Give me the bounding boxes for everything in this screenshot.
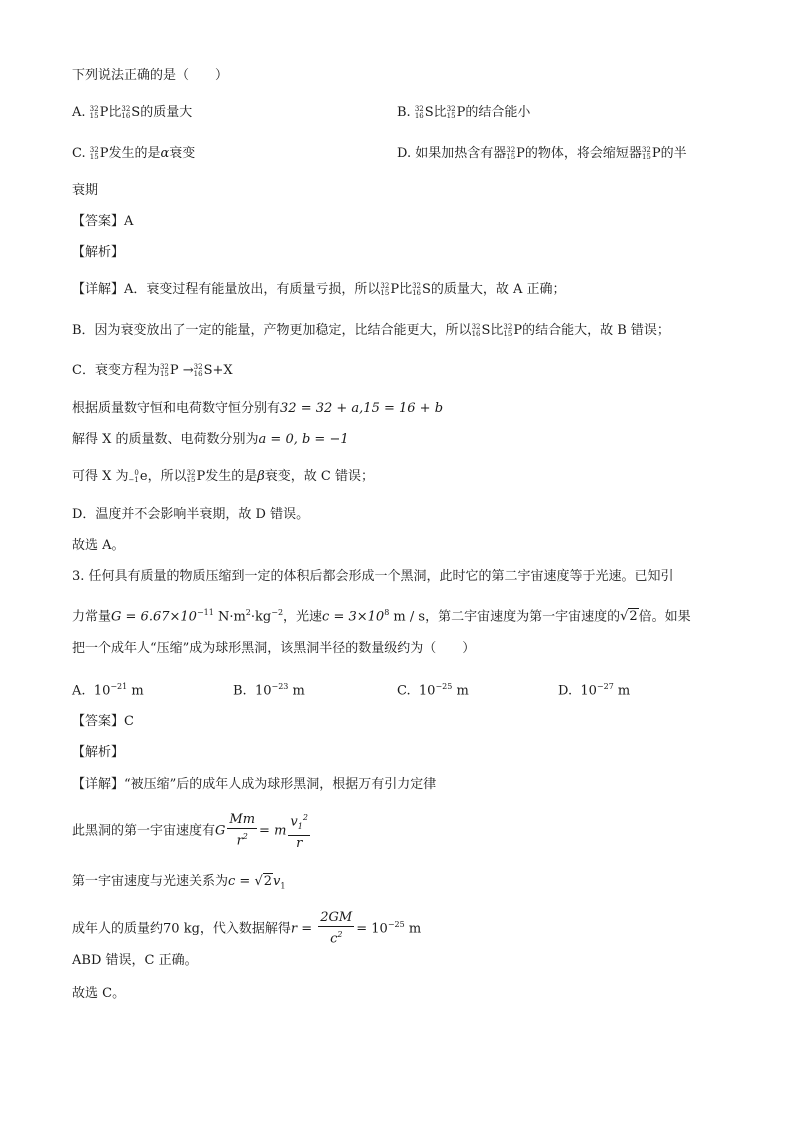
q3-first-velocity: 此黑洞的第一宇宙速度有G $\frac{Mm}{r^2}$ = m $\frac{v_1^2}{r}$ [72,810,312,852]
q3-stem-line3: 把一个成年人“压缩”成为球形黑洞，该黑洞半径的数量级约为（ ） [72,641,476,656]
q3-option-b: B. $10^{-23}$ m [233,682,305,699]
q3-stem-line1: 3. 任何具有质量的物质压缩到一定的体积后都会形成一个黑洞，此时它的第二宇宙速度等于光速。已知引 [72,569,674,584]
nuclide-s32: 32 16 [121,104,131,120]
q2-get-x: 可得 X 为 0 −1 e，所以 32 15 P发生的是β衰变，故 C 错误； [72,468,374,484]
q2-conservation: 根据质量数守恒和电荷数守恒分别有32 = 32 + a,15 = 16 + b [72,401,444,416]
nuclide-p32: 32 15 [89,104,99,120]
q3-detail: 【详解】“被压缩”后的成年人成为球形黑洞，根据万有引力定律 [72,777,437,792]
q2-detail-b: B．因为衰变放出了一定的能量，产物更加稳定，比结合能更大，所以 32 16 S比 32 15 P的结合能大，故 B 错误； [72,322,670,338]
q2-detail-a: 【详解】A．衰变过程有能量放出，有质量亏损，所以 32 15 P比 32 16 S的质量大，故 A 正确； [72,281,566,297]
option-label: A. [72,105,86,120]
sqrt-symbol: √2 [620,609,638,625]
q2-option-b: B. 32 16 S比 32 15 P的结合能小 [397,104,531,120]
q3-option-a: A. $10^{-21}$ m [72,682,144,699]
q3-analysis: 【解析】 [72,745,125,760]
q2-option-d: D. 如果加热含有器 32 15 P的物体，将会缩短器 32 15 P的半 [397,145,687,161]
q3-relation: 第一宇宙速度与光速关系为$c = √2v_1$ [72,874,286,891]
q3-option-d: D. $10^{-27}$ m [558,682,631,699]
q2-solve: 解得 X 的质量数、电荷数分别为a = 0, b = −1 [72,432,349,447]
q3-answer: 【答案】C [72,714,134,729]
q3-abd: ABD 错误，C 正确。 [72,953,198,968]
q3-stem-line2: 力常量$G = 6.67\times 10^{-11}$ $N\cdot m^2\cdot kg^{-2}$，光速$c = 3\times 10^8$ m / s，第二宇宙速度为第一宇宙速度的√2倍。如果 [72,603,691,627]
q2-option-d-cont: 衰期 [72,183,99,198]
q2-choose: 故选 A。 [72,538,125,553]
q2-option-a: A. 32 15 P比 32 16 S的质量大 [72,104,193,120]
q2-answer: 【答案】A [72,214,134,229]
q2-detail-c: C．衰变方程为 32 15 P → 32 16 S+X [72,362,233,378]
q3-mass: 成年人的质量约70 kg，代入数据解得r = $\frac{2GM}{c^2}$ = $10^{-25}$ m [72,910,422,947]
q3-option-c: C. $10^{-25}$ m [397,682,469,699]
q2-stem: 下列说法正确的是（ ） [72,68,229,83]
q2-detail-d: D．温度并不会影响半衰期，故 D 错误。 [72,507,310,522]
q3-choose: 故选 C。 [72,986,126,1001]
q2-option-c: C. 32 15 P发生的是α衰变 [72,145,196,161]
q2-analysis: 【解析】 [72,245,125,260]
arrow-icon: → [182,363,194,378]
